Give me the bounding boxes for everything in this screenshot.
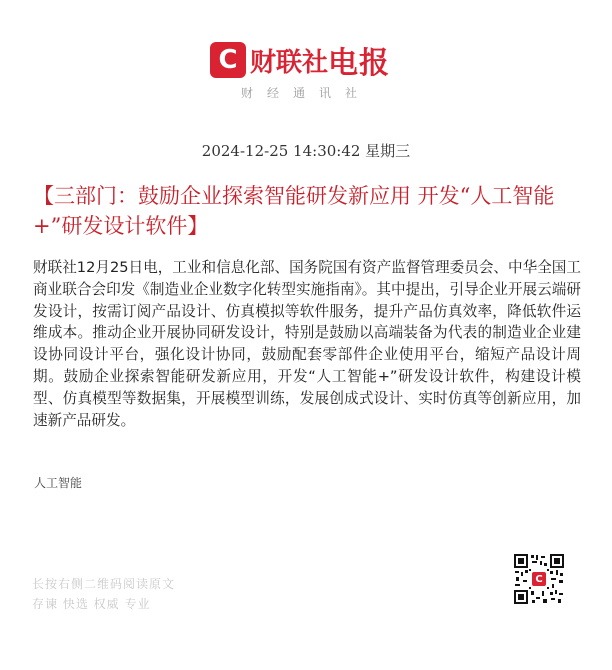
footer-hint — [32, 574, 175, 614]
footer-hint-line1: 长按右侧二维码阅读原文 — [32, 577, 176, 591]
article-headline: 【三部门：鼓励企业探索智能研发新应用 开发“人工智能+”研发设计软件】 — [33, 184, 555, 238]
logo-name: 财联社 — [250, 47, 329, 78]
qr-code-icon[interactable] — [513, 553, 565, 605]
logo-suffix: 电报 — [328, 46, 391, 81]
topic-tag[interactable]: 人工智能 — [34, 476, 83, 490]
article-body: 财联社12月25日电，工业和信息化部、国务院国有资产监督管理委员会、中华全国工商业联合会印发《制造业企业数字化转型实施指南》。其中提出，引导企业开展云端研发设计，按需订阅产品设计、仿真模拟等软件服务，提升产品仿真效率，降低软件运维成本。推动企业开展协同研发设计，特别是鼓励以高端装备为代表的制造业企业建设协同设计平台，强化设计协同，鼓励配套零部件企业使用平台，缩短产品设计周期。鼓励企业探索智能研发新应用，开发“人工智能+”研发设计软件，构建设计模型、仿真模型等数据集，开展模型训练，发展创成式设计、实时仿真等创新应用，加速新产品研发。 — [33, 259, 581, 429]
brand-logo — [210, 40, 390, 80]
footer-hint-line2: 存谏 快选 权威 专业 — [32, 597, 151, 611]
publish-timestamp: 2024-12-25 14:30:42 星期三 — [201, 142, 411, 160]
logo-badge-icon: C — [210, 42, 246, 78]
qr-logo-icon: C — [532, 572, 546, 586]
brand-tagline: 财经通讯社 — [240, 86, 371, 100]
masthead — [0, 40, 612, 110]
